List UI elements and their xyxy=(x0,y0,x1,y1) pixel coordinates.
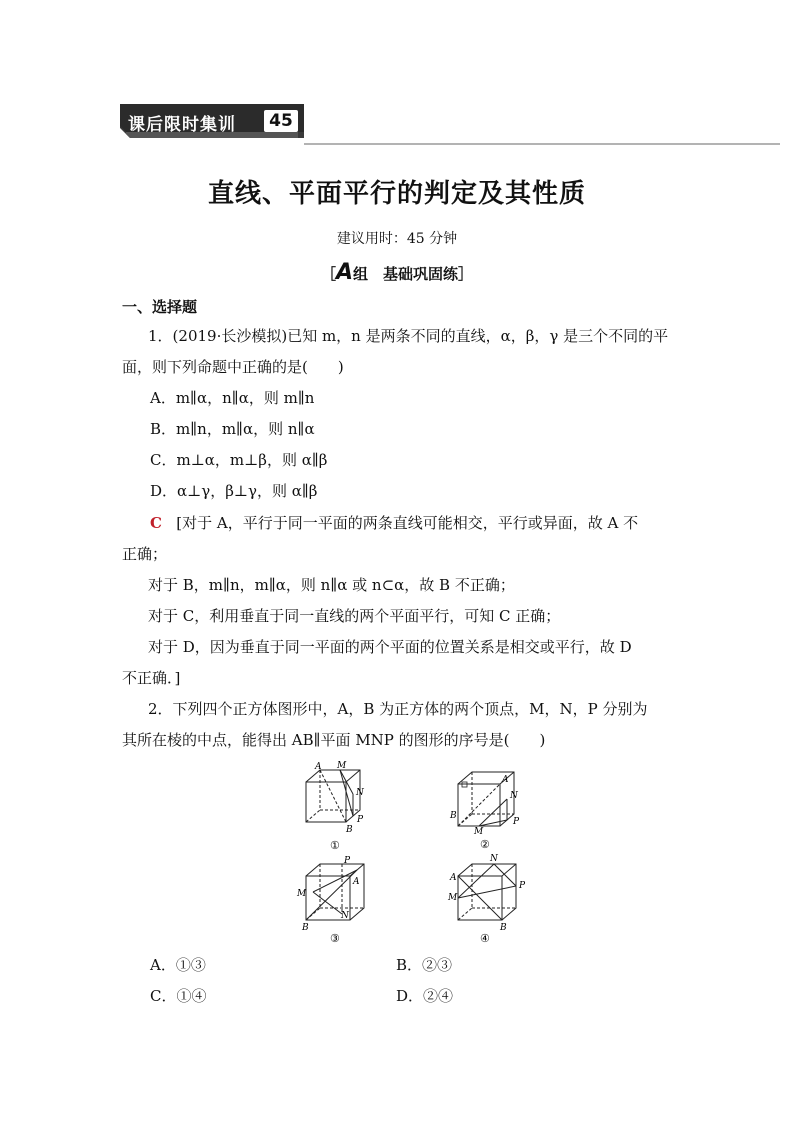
fig4-caption: ④ xyxy=(480,932,490,945)
cube-figure-1 xyxy=(306,761,365,852)
cube-figure-2 xyxy=(449,772,520,851)
q2-option-b: B．②③ xyxy=(396,956,453,974)
fig4-label-b: B xyxy=(500,923,507,933)
q1-stem-line2: 面，则下列命题中正确的是( ) xyxy=(122,358,344,376)
q1-option-c: C．m⊥α，m⊥β，则 α∥β xyxy=(150,451,328,469)
q2-option-d: D．②④ xyxy=(396,987,454,1005)
fig3-label-n: N xyxy=(341,911,349,921)
fig3-caption: ③ xyxy=(330,932,340,945)
fig1-label-p: P xyxy=(357,815,364,825)
fig2-caption: ② xyxy=(480,838,490,851)
group-bracket-close: ］ xyxy=(458,265,474,283)
fig1-label-m: M xyxy=(337,761,347,771)
header-badge-text: 课后限时集训 xyxy=(128,115,236,135)
fig1-label-a: A xyxy=(315,762,322,772)
fig2-label-n: N xyxy=(510,791,518,801)
q1-answer-letter: C xyxy=(150,514,162,532)
suggested-time: 建议用时：45 分钟 xyxy=(336,231,458,247)
q1-explanation-line5: 对于 D，因为垂直于同一平面的两个平面的位置关系是相交或平行，故 D xyxy=(148,638,632,656)
q1-option-a: A．m∥α，n∥α，则 m∥n xyxy=(150,389,315,407)
fig3-label-b: B xyxy=(302,923,309,933)
cube-figure-4 xyxy=(447,854,526,945)
q1-option-d: D．α⊥γ，β⊥γ，则 α∥β xyxy=(150,482,318,500)
fig3-label-p: P xyxy=(344,856,351,866)
fig3-label-m: M xyxy=(297,889,307,899)
q1-explanation-line3: 对于 B，m∥n，m∥α，则 n∥α 或 n⊂α，故 B 不正确； xyxy=(148,576,515,594)
group-heading xyxy=(0,260,794,285)
fig1-label-b: B xyxy=(346,825,353,835)
q2-stem-line1: 2．下列四个正方体图形中，A，B 为正方体的两个顶点，M，N，P 分别为 xyxy=(148,700,648,718)
group-label: 组 基础巩固练 xyxy=(353,265,459,283)
fig2-label-b: B xyxy=(450,811,457,821)
q1-stem-line1: 1．(2019·长沙模拟)已知 m，n 是两条不同的直线，α，β，γ 是三个不同的平 xyxy=(148,327,669,345)
fig4-label-p: P xyxy=(519,881,526,891)
q2-stem-line2: 其所在棱的中点，能得出 AB∥平面 MNP 的图形的序号是( ) xyxy=(122,731,546,749)
fig3-label-a: A xyxy=(353,877,360,887)
q2-option-a: A．①③ xyxy=(150,956,206,974)
q1-explanation-line4: 对于 C，利用垂直于同一直线的两个平面平行，可知 C 正确； xyxy=(148,607,561,625)
fig4-label-m: M xyxy=(448,893,458,903)
group-letter: A xyxy=(335,260,353,285)
q2-option-c: C．①④ xyxy=(150,987,207,1005)
page-title: 直线、平面平行的判定及其性质 xyxy=(207,179,586,209)
header-rule xyxy=(304,140,780,146)
fig2-label-a: A xyxy=(502,775,509,785)
group-bracket-open: ［ xyxy=(320,265,336,283)
cube-figure-3 xyxy=(296,856,364,945)
fig1-label-n: N xyxy=(356,788,364,798)
header-badge-number: 45 xyxy=(264,110,298,132)
q1-explanation-line1 xyxy=(150,513,638,533)
section-title: 一、选择题 xyxy=(122,298,198,316)
q1-explanation-line6: 不正确．] xyxy=(122,669,181,687)
cube-figures xyxy=(290,758,540,948)
fig2-label-p: P xyxy=(513,817,520,827)
fig4-label-a: A xyxy=(450,873,457,883)
q1-explanation-line2: 正确； xyxy=(122,545,168,563)
fig1-caption: ① xyxy=(330,839,340,852)
fig4-label-n: N xyxy=(490,854,498,864)
q1-option-b: B．m∥n，m∥α，则 n∥α xyxy=(150,420,315,438)
q1-explanation-text1: [对于 A，平行于同一平面的两条直线可能相交，平行或异面，故 A 不 xyxy=(176,514,639,532)
fig2-label-m: M xyxy=(474,827,484,837)
